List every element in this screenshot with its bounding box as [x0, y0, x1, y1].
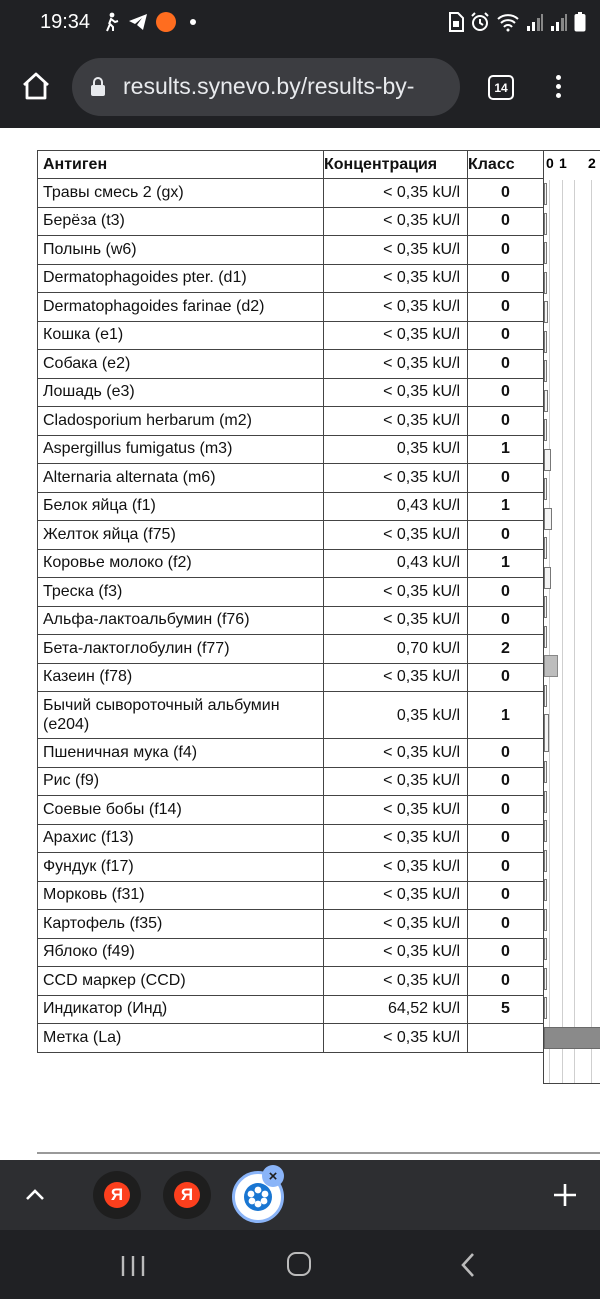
- concentration-cell: 64,52 kU/l: [324, 995, 468, 1024]
- class-cell: [468, 1024, 544, 1053]
- class-bar: [544, 360, 547, 382]
- status-bar: [0, 0, 600, 46]
- new-tab-plus-icon[interactable]: [552, 1182, 578, 1208]
- class-bar: [544, 213, 547, 235]
- table-row: [38, 938, 544, 967]
- concentration-cell: < 0,35 kU/l: [324, 207, 468, 236]
- class-cell: 0: [468, 407, 544, 436]
- class-cell: 5: [468, 995, 544, 1024]
- class-cell: 2: [468, 635, 544, 664]
- system-nav-bar: [0, 1230, 600, 1299]
- class-cell: 1: [468, 549, 544, 578]
- concentration-cell: 0,43 kU/l: [324, 549, 468, 578]
- table-row: [38, 663, 544, 692]
- scale-tick-1: 1: [559, 155, 567, 171]
- concentration-cell: 0,35 kU/l: [324, 692, 468, 739]
- table-row: [38, 179, 544, 208]
- concentration-cell: < 0,35 kU/l: [324, 606, 468, 635]
- table-row: [38, 236, 544, 265]
- next-table-edge: [37, 1152, 600, 1160]
- table-row: [38, 407, 544, 436]
- concentration-cell: < 0,35 kU/l: [324, 179, 468, 208]
- table-row: [38, 207, 544, 236]
- running-person-icon: [102, 12, 120, 32]
- antigen-cell: Индикатор (Инд): [38, 995, 324, 1024]
- home-icon[interactable]: [20, 70, 52, 102]
- class-cell: 0: [468, 853, 544, 882]
- antigen-cell: Казеин (f78): [38, 663, 324, 692]
- class-bar: [544, 508, 552, 530]
- battery-icon: [574, 12, 586, 32]
- concentration-cell: < 0,35 kU/l: [324, 796, 468, 825]
- scale-header: [544, 151, 600, 179]
- concentration-cell: < 0,35 kU/l: [324, 824, 468, 853]
- gridline: [574, 180, 575, 1083]
- table-row: [38, 853, 544, 882]
- concentration-cell: < 0,35 kU/l: [324, 378, 468, 407]
- telegram-icon: [128, 13, 148, 31]
- class-bar: [544, 850, 547, 872]
- antigen-cell: Лошадь (e3): [38, 378, 324, 407]
- table-row: [38, 578, 544, 607]
- status-time: 19:34: [40, 11, 91, 33]
- class-bar: [544, 242, 547, 264]
- antigen-cell: Aspergillus fumigatus (m3): [38, 435, 324, 464]
- url-text: results.synevo.by/results-by-: [123, 73, 415, 99]
- class-cell: 0: [468, 350, 544, 379]
- alarm-icon: [470, 12, 490, 32]
- yandex-logo-icon: Я: [104, 1182, 130, 1208]
- class-bar: [544, 761, 547, 783]
- class-bar: [544, 301, 548, 323]
- concentration-cell: < 0,35 kU/l: [324, 853, 468, 882]
- table-row: [38, 492, 544, 521]
- concentration-cell: < 0,35 kU/l: [324, 464, 468, 493]
- antigen-cell: Альфа-лактоальбумин (f76): [38, 606, 324, 635]
- class-bar: [544, 419, 547, 441]
- concentration-cell: < 0,35 kU/l: [324, 321, 468, 350]
- table-row: [38, 824, 544, 853]
- class-cell: 0: [468, 796, 544, 825]
- class-cell: 0: [468, 264, 544, 293]
- lock-icon: [90, 77, 106, 97]
- class-bar: [544, 997, 547, 1019]
- class-bar: [544, 537, 547, 559]
- gridline: [562, 180, 563, 1083]
- class-cell: 0: [468, 606, 544, 635]
- synevo-logo-icon: [243, 1182, 273, 1212]
- close-tab-button[interactable]: ×: [262, 1165, 284, 1187]
- class-bar: [544, 567, 551, 589]
- antigen-cell: Белок яйца (f1): [38, 492, 324, 521]
- class-cell: 1: [468, 492, 544, 521]
- antigen-cell: Dermatophagoides farinae (d2): [38, 293, 324, 322]
- notification-dot: [190, 19, 196, 25]
- table-row: [38, 293, 544, 322]
- concentration-cell: 0,43 kU/l: [324, 492, 468, 521]
- table-row: [38, 549, 544, 578]
- class-cell: 0: [468, 378, 544, 407]
- table-header-row: [38, 151, 544, 179]
- class-cell: 0: [468, 824, 544, 853]
- class-cell: 1: [468, 692, 544, 739]
- table-row: [38, 739, 544, 768]
- class-bar: [544, 1027, 600, 1049]
- gridline: [591, 180, 592, 1083]
- table-row: [38, 967, 544, 996]
- table-row: [38, 464, 544, 493]
- table-row: [38, 796, 544, 825]
- class-cell: 0: [468, 767, 544, 796]
- antigen-cell: Метка (La): [38, 1024, 324, 1053]
- signal-icon: [526, 13, 544, 31]
- chevron-up-icon[interactable]: [24, 1184, 46, 1206]
- antigen-cell: Соевые бобы (f14): [38, 796, 324, 825]
- antigen-cell: Желток яйца (f75): [38, 521, 324, 550]
- class-bar: [544, 879, 547, 901]
- concentration-cell: < 0,35 kU/l: [324, 881, 468, 910]
- antigen-cell: Коровье молоко (f2): [38, 549, 324, 578]
- class-bar: [544, 968, 547, 990]
- yandex-logo-icon: Я: [174, 1182, 200, 1208]
- concentration-cell: < 0,35 kU/l: [324, 1024, 468, 1053]
- antigen-cell: Полынь (w6): [38, 236, 324, 265]
- overflow-menu-icon[interactable]: [550, 72, 566, 102]
- class-bar: [544, 714, 549, 752]
- class-bar: [544, 909, 547, 931]
- yandex-tab[interactable]: [93, 1171, 141, 1219]
- class-bar: [544, 626, 547, 648]
- antigen-cell: Картофель (f35): [38, 910, 324, 939]
- browser-toolbar: [0, 46, 600, 128]
- antigen-cell: Бета-лактоглобулин (f77): [38, 635, 324, 664]
- class-bar: [544, 478, 547, 500]
- gridline: [549, 180, 550, 1083]
- class-bar: [544, 938, 547, 960]
- class-cell: 0: [468, 578, 544, 607]
- concentration-cell: < 0,35 kU/l: [324, 236, 468, 265]
- class-bar: [544, 791, 547, 813]
- table-row: [38, 606, 544, 635]
- class-bar: [544, 449, 551, 471]
- antigen-cell: Морковь (f31): [38, 881, 324, 910]
- antigen-cell: Арахис (f13): [38, 824, 324, 853]
- header-class: Класс: [468, 151, 544, 179]
- scale-tick-2: 2: [588, 155, 596, 171]
- antigen-cell: Травы смесь 2 (gx): [38, 179, 324, 208]
- header-concentration: Концентрация: [324, 151, 468, 179]
- antigen-cell: Пшеничная мука (f4): [38, 739, 324, 768]
- antigen-cell: Фундук (f17): [38, 853, 324, 882]
- concentration-cell: < 0,35 kU/l: [324, 350, 468, 379]
- table-row: [38, 521, 544, 550]
- antigen-cell: Рис (f9): [38, 767, 324, 796]
- antigen-cell: Кошка (e1): [38, 321, 324, 350]
- header-antigen: Антиген: [38, 151, 324, 179]
- class-cell: 0: [468, 739, 544, 768]
- table-row: [38, 321, 544, 350]
- address-bar[interactable]: [72, 58, 460, 116]
- signal-icon: [550, 13, 568, 31]
- class-bar: [544, 596, 547, 618]
- concentration-cell: < 0,35 kU/l: [324, 293, 468, 322]
- concentration-cell: < 0,35 kU/l: [324, 663, 468, 692]
- concentration-cell: < 0,35 kU/l: [324, 264, 468, 293]
- class-cell: 0: [468, 663, 544, 692]
- class-cell: 0: [468, 207, 544, 236]
- concentration-cell: < 0,35 kU/l: [324, 767, 468, 796]
- table-row: [38, 264, 544, 293]
- table-row: [38, 635, 544, 664]
- recents-icon[interactable]: [120, 1254, 146, 1278]
- table-row: [38, 378, 544, 407]
- class-bar: [544, 390, 548, 412]
- concentration-cell: 0,70 kU/l: [324, 635, 468, 664]
- class-bar: [544, 655, 558, 677]
- results-table: [37, 150, 544, 1053]
- antigen-cell: Берёза (t3): [38, 207, 324, 236]
- table-row: [38, 350, 544, 379]
- class-cell: 0: [468, 179, 544, 208]
- tab-switcher-button[interactable]: 14: [488, 75, 514, 100]
- table-row: [38, 1024, 544, 1053]
- table-row: [38, 881, 544, 910]
- yandex-tab[interactable]: [163, 1171, 211, 1219]
- page-content: [0, 128, 600, 1160]
- table-row: [38, 692, 544, 739]
- concentration-cell: < 0,35 kU/l: [324, 938, 468, 967]
- scale-tick-0: 0: [546, 155, 554, 171]
- class-cell: 0: [468, 236, 544, 265]
- antigen-cell: Треска (f3): [38, 578, 324, 607]
- class-cell: 0: [468, 321, 544, 350]
- class-cell: 0: [468, 910, 544, 939]
- class-bar: [544, 183, 547, 205]
- concentration-cell: < 0,35 kU/l: [324, 407, 468, 436]
- antigen-cell: Cladosporium herbarum (m2): [38, 407, 324, 436]
- class-cell: 0: [468, 881, 544, 910]
- class-bar: [544, 272, 547, 294]
- class-cell: 1: [468, 435, 544, 464]
- concentration-cell: 0,35 kU/l: [324, 435, 468, 464]
- class-cell: 0: [468, 464, 544, 493]
- antigen-cell: Бычий сывороточный альбумин (e204): [38, 692, 324, 739]
- class-cell: 0: [468, 938, 544, 967]
- concentration-cell: < 0,35 kU/l: [324, 739, 468, 768]
- table-row: [38, 435, 544, 464]
- home-nav-button[interactable]: [287, 1252, 311, 1276]
- antigen-cell: Собака (e2): [38, 350, 324, 379]
- class-bar: [544, 820, 547, 842]
- tab-strip: [0, 1160, 600, 1230]
- class-bar: [544, 685, 547, 707]
- antigen-cell: Яблоко (f49): [38, 938, 324, 967]
- class-cell: 0: [468, 521, 544, 550]
- concentration-cell: < 0,35 kU/l: [324, 967, 468, 996]
- table-row: [38, 910, 544, 939]
- sim-icon: [448, 12, 464, 32]
- wifi-icon: [496, 12, 520, 32]
- concentration-cell: < 0,35 kU/l: [324, 910, 468, 939]
- antigen-cell: CCD маркер (CCD): [38, 967, 324, 996]
- class-cell: 0: [468, 293, 544, 322]
- table-row: [38, 767, 544, 796]
- app-notification-icon: [156, 12, 176, 32]
- class-cell: 0: [468, 967, 544, 996]
- table-row: [38, 995, 544, 1024]
- antigen-cell: Alternaria alternata (m6): [38, 464, 324, 493]
- antigen-cell: Dermatophagoides pter. (d1): [38, 264, 324, 293]
- concentration-cell: < 0,35 kU/l: [324, 578, 468, 607]
- back-icon[interactable]: [458, 1252, 478, 1278]
- class-scale-chart: [543, 150, 600, 1084]
- concentration-cell: < 0,35 kU/l: [324, 521, 468, 550]
- class-bar: [544, 331, 547, 353]
